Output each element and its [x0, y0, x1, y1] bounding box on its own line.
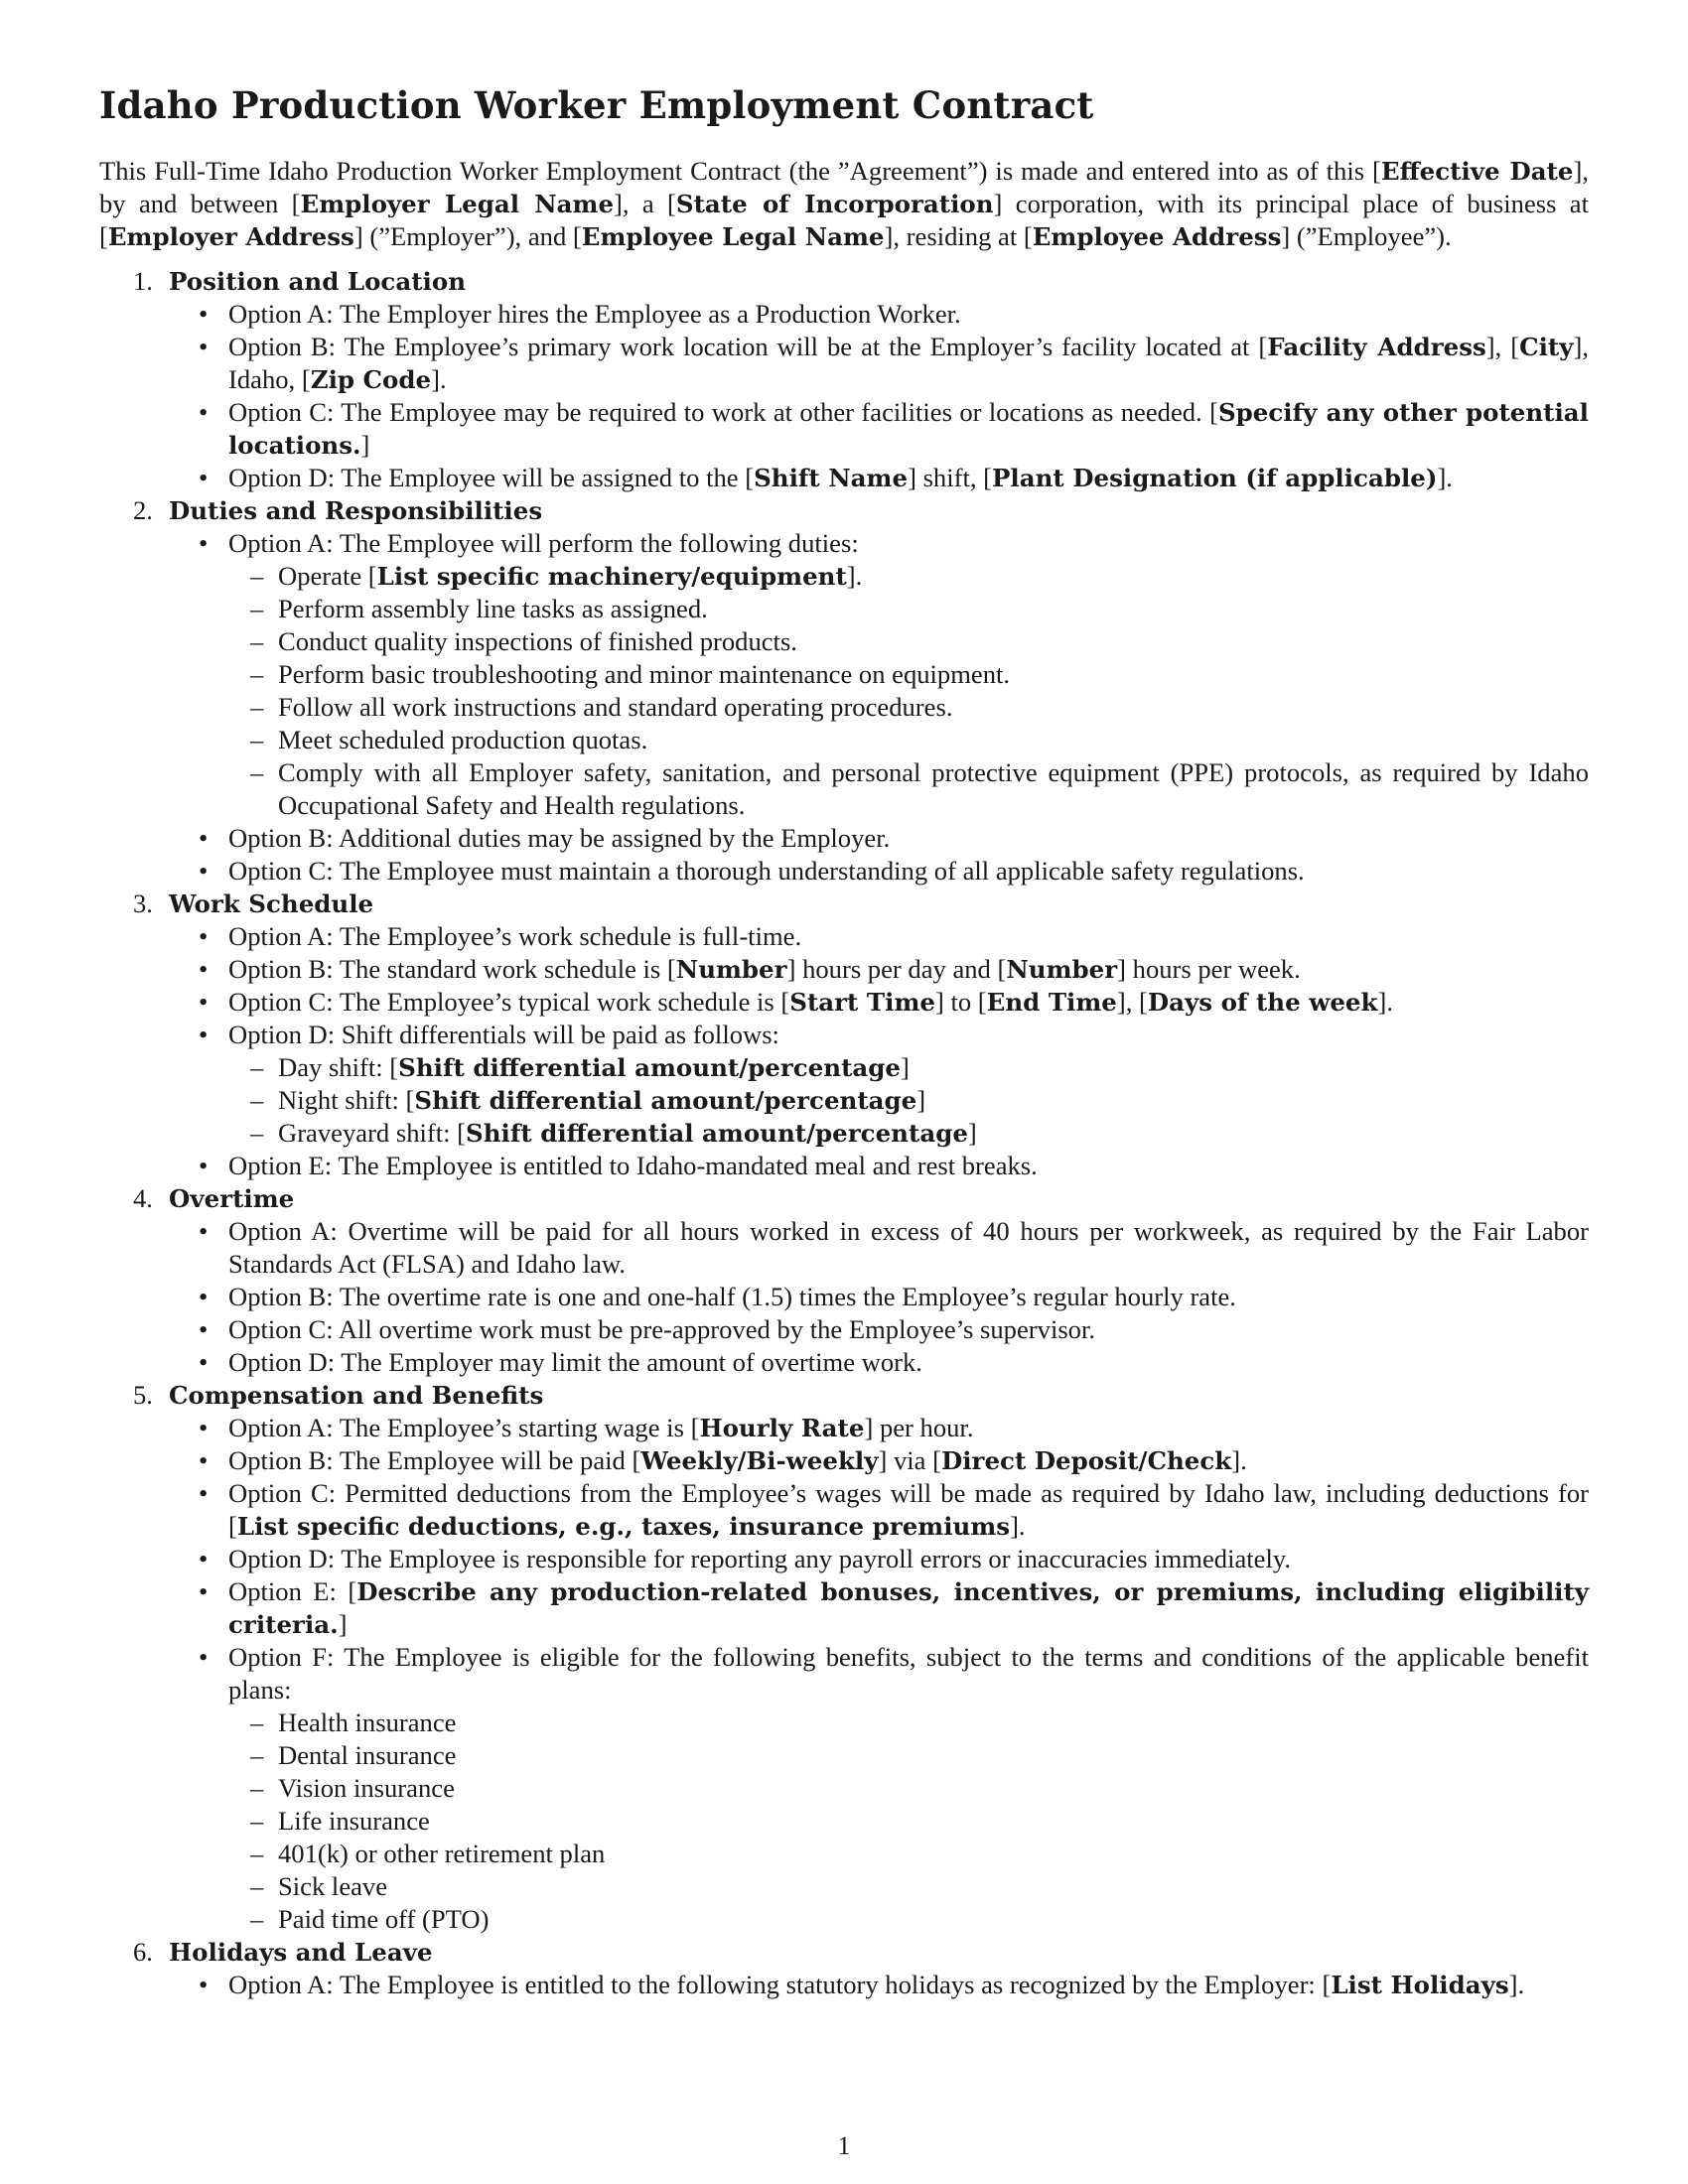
- dash: –: [250, 594, 264, 623]
- sub-list: [228, 560, 1589, 822]
- bullet: •: [199, 1413, 209, 1442]
- sub-item: [228, 625, 1589, 658]
- option-text: Option B: Additional duties may be assigned by the Employer.: [228, 823, 891, 853]
- section-title: Position and Location: [169, 267, 467, 296]
- placeholder: Shift Name: [754, 464, 909, 492]
- sub-item: [228, 1051, 1589, 1084]
- option-item: [169, 1575, 1589, 1641]
- section-title: Holidays and Leave: [169, 1938, 433, 1967]
- option-text: Option F: The Employee is eligible for the following benefits, subject to the terms and conditions of the applicable benefit plans:: [228, 1642, 1589, 1705]
- dash: –: [250, 561, 264, 591]
- section-title: Work Schedule: [169, 889, 374, 918]
- dash: –: [250, 1871, 264, 1901]
- placeholder-employee-legal-name: Employee Legal Name: [581, 222, 885, 251]
- benefit-item: [228, 1870, 1589, 1903]
- section-work-schedule: [99, 887, 1589, 1182]
- placeholder-employer-address: Employer Address: [107, 222, 354, 251]
- option-text: ] via [: [878, 1445, 941, 1475]
- option-item: [169, 298, 1589, 331]
- sub-item: [228, 658, 1589, 691]
- sub-item: [228, 1117, 1589, 1150]
- option-list: [169, 1412, 1589, 1936]
- placeholder: Hourly Rate: [699, 1414, 865, 1442]
- option-item: [169, 1412, 1589, 1444]
- intro-paragraph: [99, 155, 1589, 253]
- option-list: [169, 920, 1589, 1182]
- intro-text: ], by and between [: [99, 156, 1589, 218]
- benefit-text: Paid time off (PTO): [278, 1904, 490, 1934]
- intro-text: ] (”Employer”), and [: [353, 221, 582, 251]
- section-list: [99, 265, 1589, 2001]
- bullet: •: [199, 856, 209, 886]
- bullet: •: [199, 954, 209, 984]
- option-item: [169, 1150, 1589, 1182]
- bullet: •: [199, 823, 209, 853]
- option-list: [169, 298, 1589, 494]
- dash: –: [250, 1740, 264, 1770]
- option-text: Option C: Permitted deductions from the Employee’s wages will be made as required by Idaho law, including deductions for [: [228, 1478, 1589, 1541]
- dash: –: [250, 1806, 264, 1836]
- bullet: •: [199, 1445, 209, 1475]
- dash: –: [250, 626, 264, 656]
- placeholder: Plant Designation (if applicable): [992, 464, 1438, 492]
- placeholder-employee-address: Employee Address: [1032, 222, 1282, 251]
- dash: –: [250, 1118, 264, 1148]
- option-text: Option D: The Employer may limit the amount of overtime work.: [228, 1347, 922, 1377]
- bullet: •: [199, 1282, 209, 1311]
- bullet: •: [199, 1314, 209, 1344]
- option-item: [169, 527, 1589, 822]
- placeholder: Direct Deposit/Check: [940, 1446, 1232, 1475]
- option-text: Option C: All overtime work must be pre-approved by the Employee’s supervisor.: [228, 1314, 1096, 1344]
- option-item: [169, 986, 1589, 1019]
- placeholder-state-of-incorporation: State of Incorporation: [675, 190, 994, 218]
- intro-text: This Full-Time Idaho Production Worker Employment Contract (the ”Agreement”) is made and entered into as of this [: [99, 156, 1381, 186]
- intro-text: ] (”Employee”).: [1281, 221, 1452, 251]
- dash: –: [250, 1904, 264, 1934]
- bullet: •: [199, 1216, 209, 1246]
- placeholder: Facility Address: [1267, 333, 1486, 361]
- option-text: Option A: Overtime will be paid for all hours worked in excess of 40 hours per workweek, as required by the Fair Labor Standards Act (FLSA) and Idaho law.: [228, 1216, 1589, 1279]
- benefit-item: [228, 1706, 1589, 1739]
- bullet: •: [199, 528, 209, 558]
- bullet: •: [199, 397, 209, 427]
- option-text: Option C: The Employee must maintain a thorough understanding of all applicable safety regulations.: [228, 856, 1305, 886]
- sub-text: ]: [916, 1085, 926, 1115]
- option-item: [169, 1641, 1589, 1936]
- option-text: ].: [1377, 987, 1393, 1017]
- option-list: [169, 1969, 1589, 2001]
- option-item: [169, 1543, 1589, 1575]
- section-duties: [99, 494, 1589, 887]
- option-item: [169, 1313, 1589, 1346]
- option-item: [169, 920, 1589, 953]
- bullet: •: [199, 299, 209, 329]
- option-item: [169, 953, 1589, 986]
- option-text: ] per hour.: [864, 1413, 974, 1442]
- sub-text: Day shift: [: [278, 1052, 399, 1082]
- placeholder: Number: [675, 955, 787, 984]
- document-title: Idaho Production Worker Employment Contract: [99, 83, 1094, 127]
- benefit-text: 401(k) or other retirement plan: [278, 1839, 606, 1868]
- benefit-item: [228, 1772, 1589, 1805]
- section-holidays-leave: [99, 1936, 1589, 2001]
- benefit-item: [228, 1903, 1589, 1936]
- option-text: ] hours per week.: [1117, 954, 1301, 984]
- bullet: •: [199, 1478, 209, 1508]
- bullet: •: [199, 1020, 209, 1049]
- sub-item: [228, 691, 1589, 724]
- sub-text: Comply with all Employer safety, sanitation, and personal protective equipment (PPE) protocols, as required by Idaho Occupational Safety and Health regulations.: [278, 757, 1589, 820]
- placeholder: Weekly/Bi-weekly: [640, 1446, 879, 1475]
- option-text: Option D: The Employee will be assigned to the [: [228, 463, 755, 492]
- option-text: ] to [: [934, 987, 987, 1017]
- placeholder: Number: [1006, 955, 1118, 984]
- bullet: •: [199, 987, 209, 1017]
- placeholder: Shift differential amount/percentage: [398, 1053, 902, 1082]
- option-text: Option C: The Employee may be required to work at other facilities or locations as needed. [: [228, 397, 1218, 427]
- option-text: Option B: The Employee’s primary work location will be at the Employer’s facility located at [: [228, 332, 1268, 361]
- sub-text: Conduct quality inspections of finished products.: [278, 626, 797, 656]
- dash: –: [250, 1052, 264, 1082]
- sub-text: Operate [: [278, 561, 377, 591]
- section-number: 6.: [133, 1937, 153, 1967]
- section-title: Compensation and Benefits: [169, 1381, 544, 1410]
- placeholder: City: [1519, 333, 1574, 361]
- section-number: 5.: [133, 1380, 153, 1410]
- option-text: Option C: The Employee’s typical work schedule is [: [228, 987, 790, 1017]
- placeholder: List Holidays: [1331, 1971, 1509, 1999]
- section-title: Duties and Responsibilities: [169, 496, 543, 525]
- option-item: [169, 331, 1589, 396]
- sub-item: [228, 724, 1589, 756]
- placeholder: Describe any production-related bonuses, incentives, or premiums, including eligibility criteria.: [228, 1577, 1589, 1639]
- option-text: Option A: The Employee will perform the following duties:: [228, 528, 859, 558]
- sub-text: ]: [901, 1052, 910, 1082]
- page-number: 1: [837, 2131, 851, 2160]
- option-item: [169, 1019, 1589, 1150]
- option-text: Option B: The Employee will be paid [: [228, 1445, 641, 1475]
- option-text: ].: [1231, 1445, 1247, 1475]
- option-text: ] hours per day and [: [786, 954, 1007, 984]
- placeholder: Start Time: [789, 988, 935, 1017]
- bullet: •: [199, 332, 209, 361]
- option-text: ], [: [1485, 332, 1520, 361]
- option-text: Option D: The Employee is responsible for reporting any payroll errors or inaccuracies immediately.: [228, 1544, 1292, 1573]
- option-text: Option B: The overtime rate is one and one-half (1.5) times the Employee’s regular hourly rate.: [228, 1282, 1236, 1311]
- placeholder: Days of the week: [1147, 988, 1378, 1017]
- benefit-item: [228, 1739, 1589, 1772]
- option-item: [169, 396, 1589, 462]
- benefit-item: [228, 1838, 1589, 1870]
- option-text: Option D: Shift differentials will be paid as follows:: [228, 1020, 779, 1049]
- placeholder: List specific machinery/equipment: [376, 562, 847, 591]
- intro-text: ], residing at [: [884, 221, 1033, 251]
- option-text: Option E: [: [228, 1576, 357, 1606]
- option-list: [169, 1215, 1589, 1379]
- option-item: [169, 462, 1589, 494]
- bullet: •: [199, 1151, 209, 1180]
- sub-text: Perform assembly line tasks as assigned.: [278, 594, 708, 623]
- sub-text: Night shift: [: [278, 1085, 415, 1115]
- option-text: Option A: The Employee’s work schedule is full-time.: [228, 921, 802, 951]
- option-item: [169, 1477, 1589, 1543]
- option-item: [169, 1969, 1589, 2001]
- option-text: Option A: The Employer hires the Employee as a Production Worker.: [228, 299, 961, 329]
- sub-item: [228, 756, 1589, 822]
- placeholder: End Time: [986, 988, 1117, 1017]
- sub-text: Meet scheduled production quotas.: [278, 725, 648, 754]
- placeholder-effective-date: Effective Date: [1380, 157, 1574, 186]
- sub-text: Graveyard shift: [: [278, 1118, 467, 1148]
- placeholder-employer-legal-name: Employer Legal Name: [300, 190, 615, 218]
- section-compensation: [99, 1379, 1589, 1936]
- dash: –: [250, 659, 264, 689]
- sub-list: [228, 1051, 1589, 1150]
- sub-text: Follow all work instructions and standard operating procedures.: [278, 692, 953, 722]
- sub-item: [228, 593, 1589, 625]
- option-text: Option E: The Employee is entitled to Idaho-mandated meal and rest breaks.: [228, 1151, 1038, 1180]
- option-item: [169, 1444, 1589, 1477]
- option-text: ]: [360, 430, 370, 460]
- section-title: Overtime: [169, 1184, 295, 1213]
- dash: –: [250, 1839, 264, 1868]
- option-item: [169, 1281, 1589, 1313]
- document-page: [99, 83, 1589, 2001]
- benefit-text: Dental insurance: [278, 1740, 457, 1770]
- option-text: ]: [338, 1609, 348, 1639]
- bullet: •: [199, 1347, 209, 1377]
- bullet: •: [199, 1970, 209, 1999]
- dash: –: [250, 1707, 264, 1737]
- dash: –: [250, 692, 264, 722]
- benefit-text: Life insurance: [278, 1806, 430, 1836]
- benefits-list: [228, 1706, 1589, 1936]
- sub-text: ].: [846, 561, 863, 591]
- benefit-text: Vision insurance: [278, 1773, 455, 1803]
- option-text: Option A: The Employee’s starting wage is [: [228, 1413, 700, 1442]
- bullet: •: [199, 921, 209, 951]
- bullet: •: [199, 1642, 209, 1672]
- benefit-item: [228, 1805, 1589, 1838]
- option-text: ].: [431, 364, 447, 394]
- option-item: [169, 1215, 1589, 1281]
- dash: –: [250, 757, 264, 787]
- sub-text: ]: [967, 1118, 977, 1148]
- section-number: 2.: [133, 495, 153, 525]
- option-item: [169, 822, 1589, 855]
- option-item: [169, 855, 1589, 887]
- sub-item: [228, 1084, 1589, 1117]
- placeholder: List specific deductions, e.g., taxes, insurance premiums: [236, 1512, 1011, 1541]
- dash: –: [250, 1085, 264, 1115]
- option-item: [169, 1346, 1589, 1379]
- option-text: ].: [1508, 1970, 1525, 1999]
- section-number: 4.: [133, 1183, 153, 1213]
- bullet: •: [199, 1544, 209, 1573]
- option-list: [169, 527, 1589, 887]
- option-text: Option B: The standard work schedule is [: [228, 954, 676, 984]
- section-number: 1.: [133, 266, 153, 296]
- dash: –: [250, 1773, 264, 1803]
- option-text: ] shift, [: [908, 463, 992, 492]
- section-position-location: [99, 265, 1589, 494]
- intro-text: ] corporation, with its principal place of business at [: [99, 189, 1589, 251]
- placeholder: Specify any other potential locations.: [228, 398, 1589, 460]
- placeholder: Shift differential amount/percentage: [466, 1119, 968, 1148]
- option-text: ].: [1437, 463, 1453, 492]
- benefit-text: Health insurance: [278, 1707, 457, 1737]
- option-text: ], Idaho, [: [228, 332, 1589, 394]
- sub-text: Perform basic troubleshooting and minor maintenance on equipment.: [278, 659, 1011, 689]
- bullet: •: [199, 1576, 209, 1606]
- intro-text: ], a [: [614, 189, 676, 218]
- bullet: •: [199, 463, 209, 492]
- section-overtime: [99, 1182, 1589, 1379]
- section-number: 3.: [133, 888, 153, 918]
- option-text: Option A: The Employee is entitled to the following statutory holidays as recognized by the Employer: [: [228, 1970, 1332, 1999]
- dash: –: [250, 725, 264, 754]
- sub-item: [228, 560, 1589, 593]
- option-text: ].: [1010, 1511, 1026, 1541]
- option-text: ], [: [1116, 987, 1148, 1017]
- placeholder: Shift differential amount/percentage: [414, 1086, 917, 1115]
- benefit-text: Sick leave: [278, 1871, 388, 1901]
- placeholder: Zip Code: [310, 365, 432, 394]
